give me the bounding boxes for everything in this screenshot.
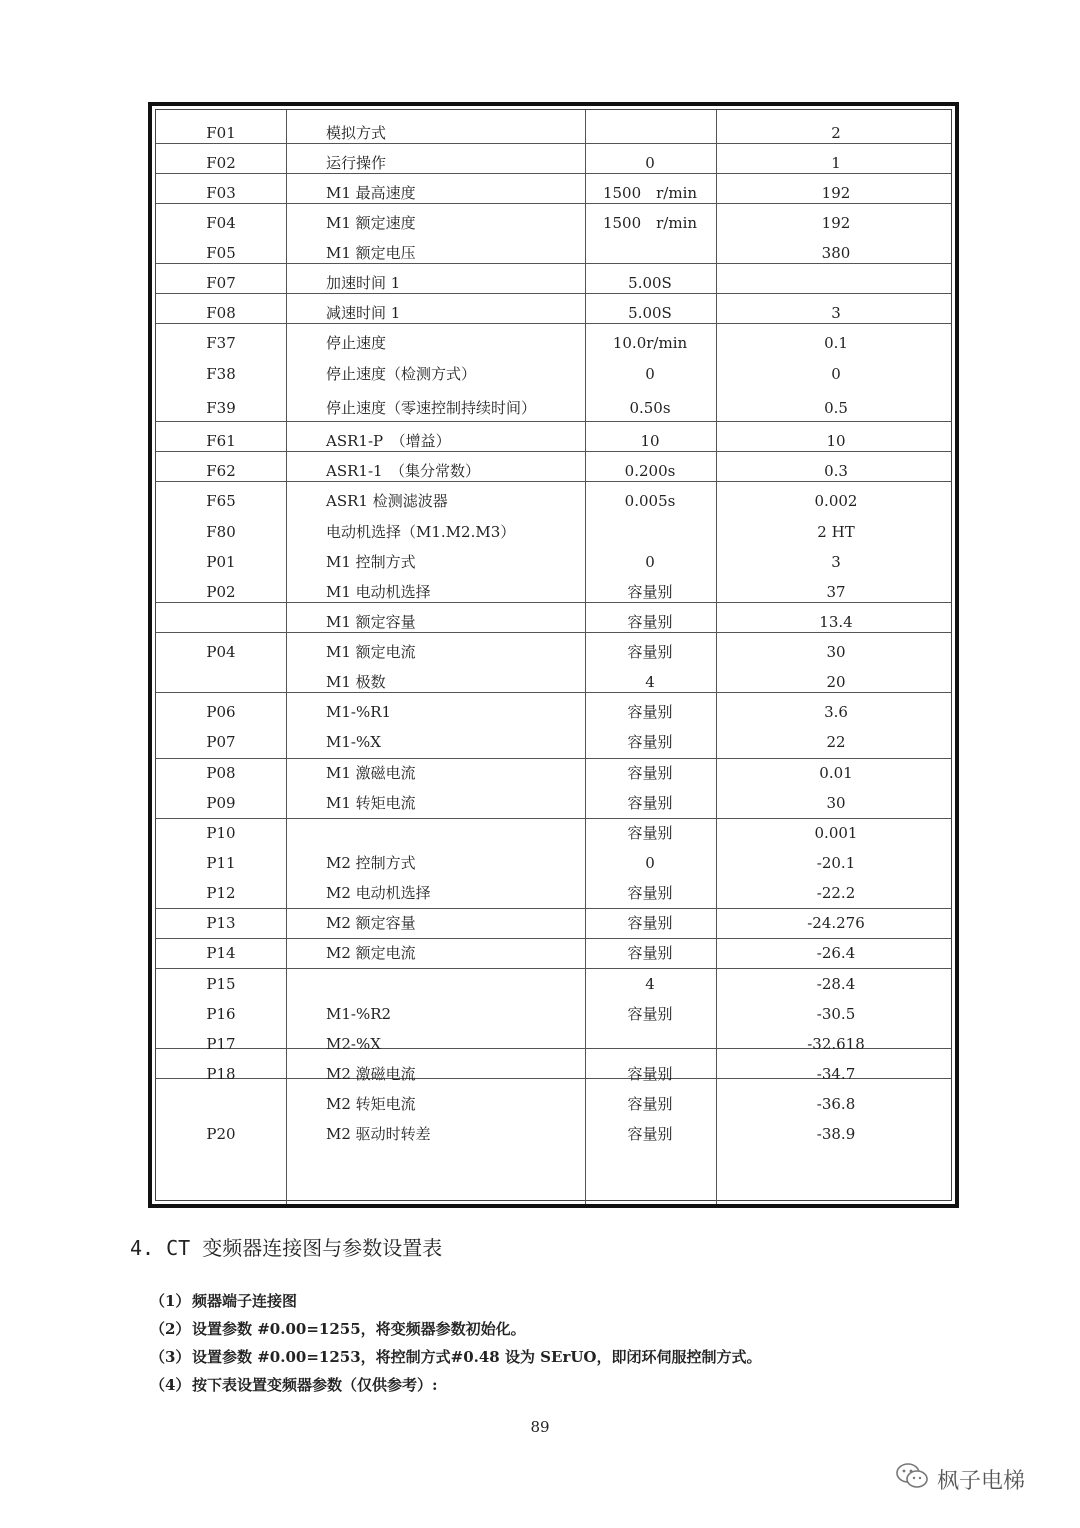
step-number: （3） — [150, 1348, 191, 1366]
cell-code — [156, 667, 286, 697]
cell-setting: 0.5 — [824, 399, 848, 417]
cell-default: 容量别 — [627, 944, 673, 962]
cell-setting: 0.001 — [814, 824, 858, 842]
cell-setting: 3 — [831, 553, 841, 571]
cell-default: 5.00S — [628, 274, 672, 292]
cell-setting: -36.8 — [816, 1095, 856, 1113]
cell-default: 容量别 — [627, 884, 673, 902]
cell-setting: 2 — [831, 124, 841, 142]
cell-name: M2 驱动时转差 — [326, 1125, 431, 1143]
cell-setting: 1 — [831, 154, 841, 172]
cell-setting: 37 — [826, 583, 846, 601]
cell-code — [156, 1089, 286, 1119]
cell-name: ASR1 检测滤波器 — [326, 492, 448, 510]
cell-code: P13 — [206, 914, 236, 932]
cell-default: 0.200s — [624, 462, 676, 480]
cell-code: F03 — [206, 184, 236, 202]
cell-name: M2-%X — [326, 1035, 381, 1053]
cell-name: M1 额定电流 — [326, 643, 416, 661]
cell-default: 4 — [645, 975, 655, 993]
cell-name: M1 最高速度 — [326, 184, 416, 202]
cell-code: F39 — [206, 399, 236, 417]
cell-name: M2 额定容量 — [326, 914, 416, 932]
step-number: （1） — [150, 1292, 191, 1310]
cell-name: M1 极数 — [326, 673, 386, 691]
cell-code: F02 — [206, 154, 236, 172]
cell-default: 容量别 — [627, 1065, 673, 1083]
cell-name: 停止速度（检测方式） — [326, 365, 477, 383]
cell-name: M2 额定电流 — [326, 944, 416, 962]
cell-setting: 192 — [821, 184, 851, 202]
step-4 — [150, 1374, 438, 1395]
cell-setting: 20 — [826, 673, 846, 691]
cell-default: 10 — [640, 432, 660, 450]
cell-default: 容量别 — [627, 733, 673, 751]
cell-setting: 30 — [826, 794, 846, 812]
cell-setting: 10 — [826, 432, 846, 450]
cell-default: 0.50s — [629, 399, 671, 417]
cell-default: 容量别 — [627, 794, 673, 812]
step-text: 设置参数 #0.00=1253，将控制方式#0.48 设为 SErUO，即闭环伺服控制方式。 — [192, 1348, 762, 1366]
step-number: （4） — [150, 1376, 191, 1394]
step-text: 频器端子连接图 — [192, 1292, 298, 1310]
watermark — [895, 1462, 1025, 1496]
cell-code: P02 — [206, 583, 236, 601]
cell-code: P14 — [206, 944, 236, 962]
parameter-table — [148, 102, 959, 1208]
cell-name: ASR1-1 （集分常数） — [326, 462, 481, 480]
cell-default — [585, 1029, 715, 1059]
cell-name: M1 激磁电流 — [326, 764, 416, 782]
step-text: 设置参数 #0.00=1255，将变频器参数初始化。 — [192, 1320, 526, 1338]
cell-name: 停止速度 — [326, 334, 387, 352]
cell-name: M2 激磁电流 — [326, 1065, 416, 1083]
cell-code: P18 — [206, 1065, 236, 1083]
cell-default: 容量别 — [627, 1125, 673, 1143]
cell-default — [585, 118, 715, 148]
cell-code: F65 — [206, 492, 236, 510]
cell-name: 模拟方式 — [326, 124, 387, 142]
cell-code: P06 — [206, 703, 236, 721]
cell-default: 容量别 — [627, 1095, 673, 1113]
step-1 — [150, 1290, 297, 1311]
cell-default: 容量别 — [627, 764, 673, 782]
cell-code: F08 — [206, 304, 236, 322]
cell-code: P20 — [206, 1125, 236, 1143]
cell-setting: 0.002 — [814, 492, 858, 510]
cell-name: M1-%R1 — [326, 703, 392, 721]
cell-code: F07 — [206, 274, 236, 292]
cell-setting: 30 — [826, 643, 846, 661]
cell-setting: -32.618 — [807, 1035, 865, 1053]
cell-code: P12 — [206, 884, 236, 902]
cell-default: 容量别 — [627, 824, 673, 842]
cell-default: 容量别 — [627, 613, 673, 631]
cell-code: P10 — [206, 824, 236, 842]
cell-code: P16 — [206, 1005, 236, 1023]
wechat-icon — [895, 1462, 929, 1496]
step-3 — [150, 1346, 762, 1367]
cell-code: P01 — [206, 553, 236, 571]
cell-setting: -24.276 — [807, 914, 865, 932]
cell-default: 1500 r/min — [602, 184, 698, 202]
step-number: （2） — [150, 1320, 191, 1338]
cell-name: M1-%X — [326, 733, 381, 751]
cell-code — [156, 607, 286, 637]
cell-name: 电动机选择（M1.M2.M3） — [326, 523, 516, 541]
parameter-table-inner — [155, 109, 952, 1201]
cell-setting: -22.2 — [816, 884, 856, 902]
cell-name: M1 额定容量 — [326, 613, 416, 631]
cell-setting: -34.7 — [816, 1065, 856, 1083]
cell-default: 0 — [645, 854, 655, 872]
step-text: 按下表设置变频器参数（仅供参考）: — [192, 1376, 438, 1394]
cell-name: 减速时间 1 — [326, 304, 401, 322]
cell-name: M2 控制方式 — [326, 854, 416, 872]
cell-setting: -28.4 — [816, 975, 856, 993]
cell-name: M1 电动机选择 — [326, 583, 431, 601]
cell-default: 0 — [645, 154, 655, 172]
cell-setting: -26.4 — [816, 944, 856, 962]
cell-setting: 0.3 — [824, 462, 848, 480]
cell-setting: 0.1 — [824, 334, 848, 352]
cell-code: P15 — [206, 975, 236, 993]
cell-default: 容量别 — [627, 643, 673, 661]
cell-setting: 13.4 — [819, 613, 853, 631]
cell-code: P07 — [206, 733, 236, 751]
cell-code: P17 — [206, 1035, 236, 1053]
cell-default: 容量别 — [627, 1005, 673, 1023]
cell-name: M1 转矩电流 — [326, 794, 416, 812]
cell-code: F05 — [206, 244, 236, 262]
cell-default: 1500 r/min — [602, 214, 698, 232]
cell-setting: 380 — [821, 244, 851, 262]
cell-name: M1-%R2 — [326, 1005, 392, 1023]
cell-setting: 3.6 — [824, 703, 848, 721]
cell-name: 加速时间 1 — [326, 274, 401, 292]
cell-name: M2 电动机选择 — [326, 884, 431, 902]
cell-code: F04 — [206, 214, 236, 232]
cell-setting: -20.1 — [816, 854, 856, 872]
cell-setting: 2 HT — [817, 523, 855, 541]
cell-code: F62 — [206, 462, 236, 480]
column-divider — [286, 110, 287, 1204]
cell-default: 4 — [645, 673, 655, 691]
cell-code: F61 — [206, 432, 236, 450]
cell-default: 0.005s — [624, 492, 676, 510]
cell-setting: 3 — [831, 304, 841, 322]
cell-name: M1 额定速度 — [326, 214, 416, 232]
cell-setting: 192 — [821, 214, 851, 232]
cell-default: 容量别 — [627, 583, 673, 601]
cell-name: 停止速度（零速控制持续时间） — [326, 399, 537, 417]
cell-setting: -38.9 — [816, 1125, 856, 1143]
watermark-text: 枫子电梯 — [937, 1468, 1026, 1494]
cell-default: 0 — [645, 365, 655, 383]
cell-default: 5.00S — [628, 304, 672, 322]
section-heading: 4. CT 变频器连接图与参数设置表 — [130, 1236, 443, 1260]
cell-code: F38 — [206, 365, 236, 383]
page-number: 89 — [530, 1418, 550, 1436]
cell-default: 容量别 — [627, 914, 673, 932]
cell-default: 10.0r/min — [612, 334, 688, 352]
cell-default: 容量别 — [627, 703, 673, 721]
cell-code: F01 — [206, 124, 236, 142]
cell-code: F37 — [206, 334, 236, 352]
cell-name: ASR1-P （增益） — [326, 432, 451, 450]
cell-setting: -30.5 — [816, 1005, 856, 1023]
cell-default: 0 — [645, 553, 655, 571]
cell-setting — [716, 268, 956, 298]
step-2 — [150, 1318, 526, 1339]
cell-name: M1 额定电压 — [326, 244, 416, 262]
cell-default — [585, 517, 715, 547]
cell-name: 运行操作 — [326, 154, 387, 172]
cell-code: F80 — [206, 523, 236, 541]
cell-code: P04 — [206, 643, 236, 661]
cell-name: M1 控制方式 — [326, 553, 416, 571]
cell-setting: 22 — [826, 733, 846, 751]
cell-setting: 0.01 — [819, 764, 853, 782]
cell-default — [585, 238, 715, 268]
cell-code: P08 — [206, 764, 236, 782]
cell-setting: 0 — [831, 365, 841, 383]
cell-code: P11 — [206, 854, 236, 872]
cell-code: P09 — [206, 794, 236, 812]
cell-name: M2 转矩电流 — [326, 1095, 416, 1113]
